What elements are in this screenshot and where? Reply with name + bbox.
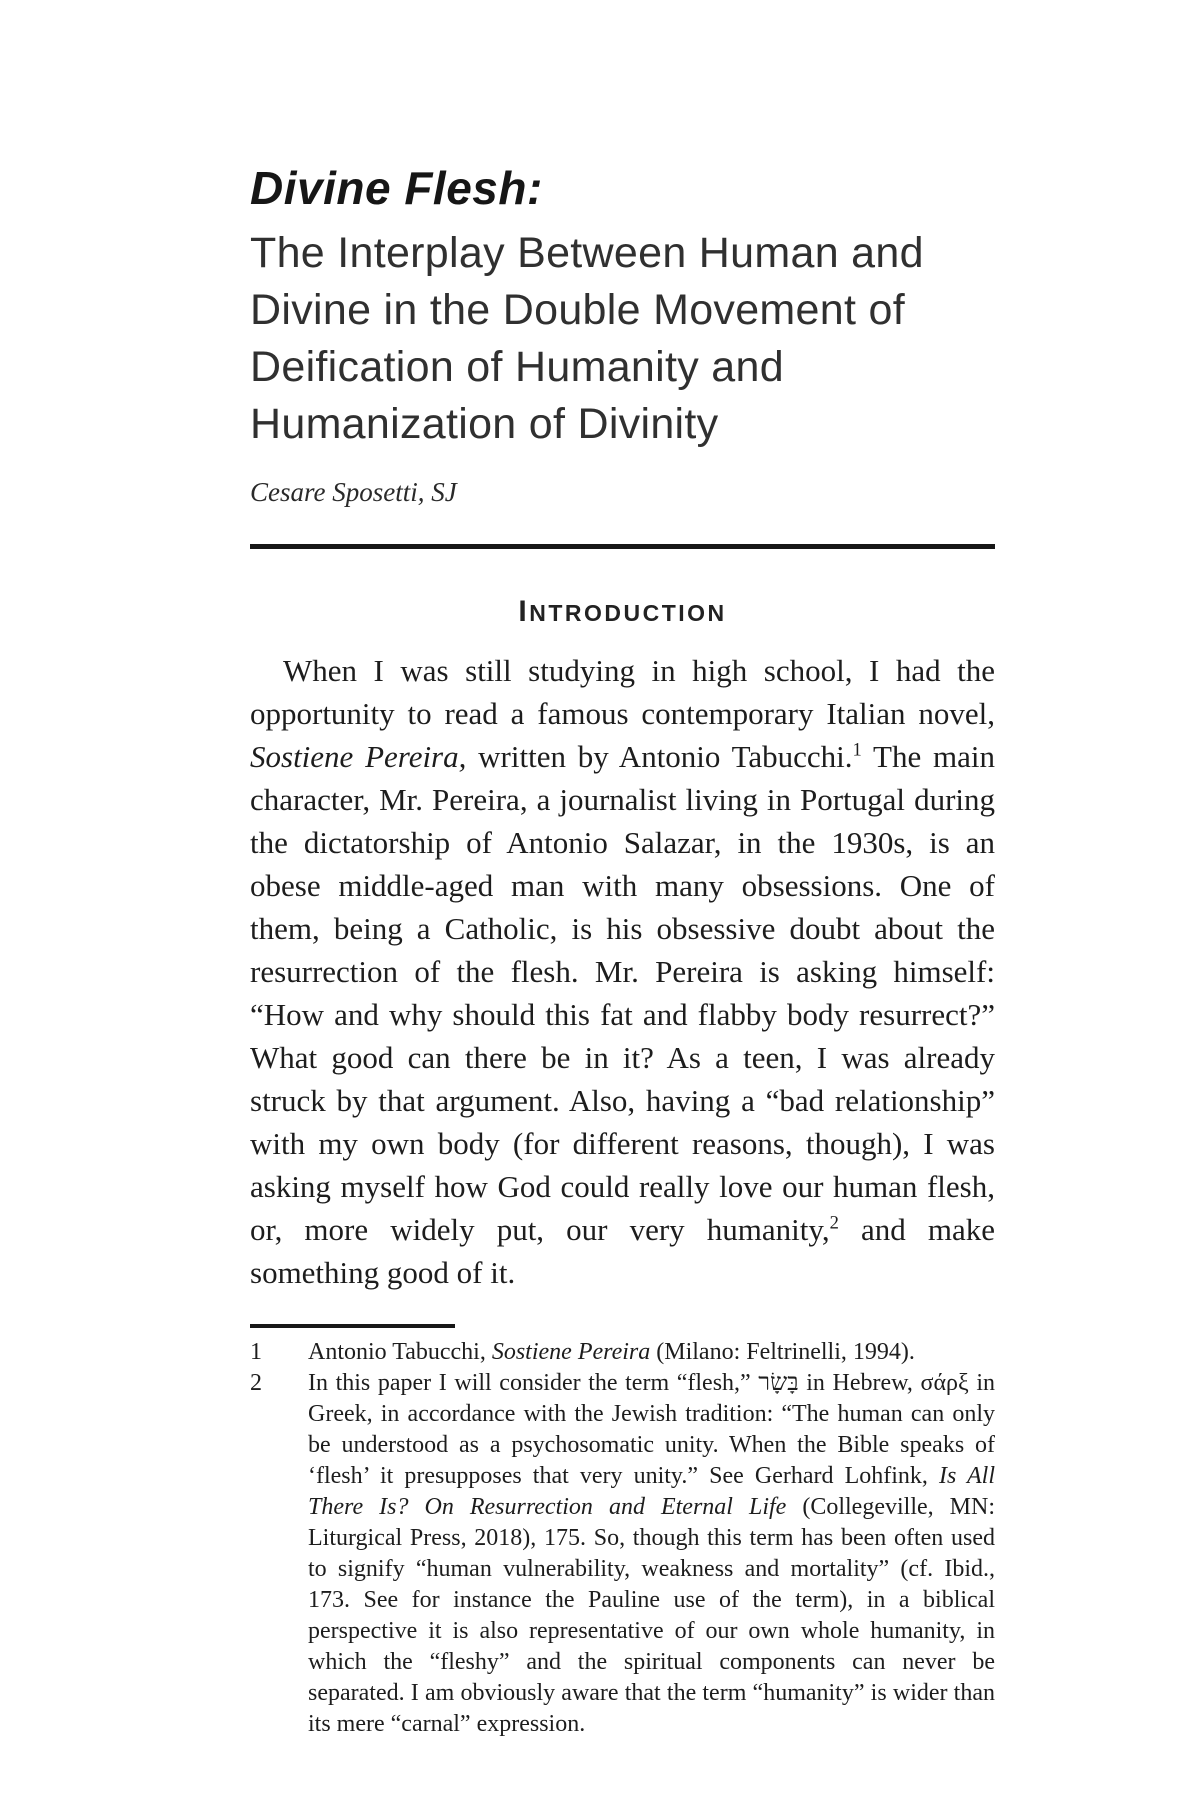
section-heading-introduction (250, 595, 995, 629)
intro-paragraph: When I was still studying in high school, I had the opportunity to read a famous contemporary Italian novel, Sostiene Pereira, written by Antonio Tabucchi.$^1$ The main character, Mr. Pereira, a journalist living in Portugal during the dictatorship of Antonio Salazar, in the 1930s, is an obese middle-aged man with many obsessions. One of them, being a Catholic, is his obsessive doubt about the resurrection of the flesh. Mr. Pereira is asking himself: “How and why should this fat and flabby body resurrect?” What good can there be in it? As a teen, I was already struck by that argument. Also, having a “bad relationship” with my own body (for different reasons, though), I was asking myself how God could really love our human flesh, or, more widely put, our very humanity,$^2$ and make something good of it. (250, 653, 996, 1290)
footnote-2-text: In this paper I will consider the term “flesh,” בָּשָׂר in Hebrew, σάρξ in Greek, in accordance with the Jewish tradition: “The human can only be understood as a psychosomatic unity. When the Bible speaks of ‘flesh’ it presupposes that very unity.” See Gerhard Lohfink, Is All There Is? On Resurrection and Eternal Life (Collegeville, MN: Liturgical Press, 2018), 175. So, though this term has been often used to signify “human vulnerability, weakness and mortality” (cf. Ibid., 173. See for instance the Pauline use of the term), in a biblical perspective it is also representative of our own whole humanity, in which the “fleshy” and the spiritual components can never be separated. I am obviously aware that the term “humanity” is wider than its mere “carnal” expression. (308, 1370, 995, 1737)
footnote-1-number: 1 (250, 1339, 262, 1365)
footnotes-section (250, 1324, 995, 1740)
author-name: Cesare Sposetti, SJ (250, 477, 457, 507)
footnote-2 (250, 1368, 995, 1740)
section-heading-rest: NTRODUCTION (529, 600, 727, 626)
footnote-1 (250, 1337, 995, 1368)
article-title: Divine Flesh: (250, 162, 543, 214)
article-body (250, 595, 995, 1294)
footnote-2-number: 2 (250, 1370, 262, 1396)
footnote-1-text: Antonio Tabucchi, Sostiene Pereira (Milano: Feltrinelli, 1994). (308, 1339, 915, 1365)
article-header (250, 163, 995, 549)
section-heading-initial: I (518, 595, 530, 628)
footnote-divider (250, 1324, 455, 1328)
title-divider (250, 544, 995, 549)
article-subtitle: The Interplay Between Human and Divine in the Double Movement of Deification of Humanity and Humanization of Divinity (250, 229, 924, 448)
